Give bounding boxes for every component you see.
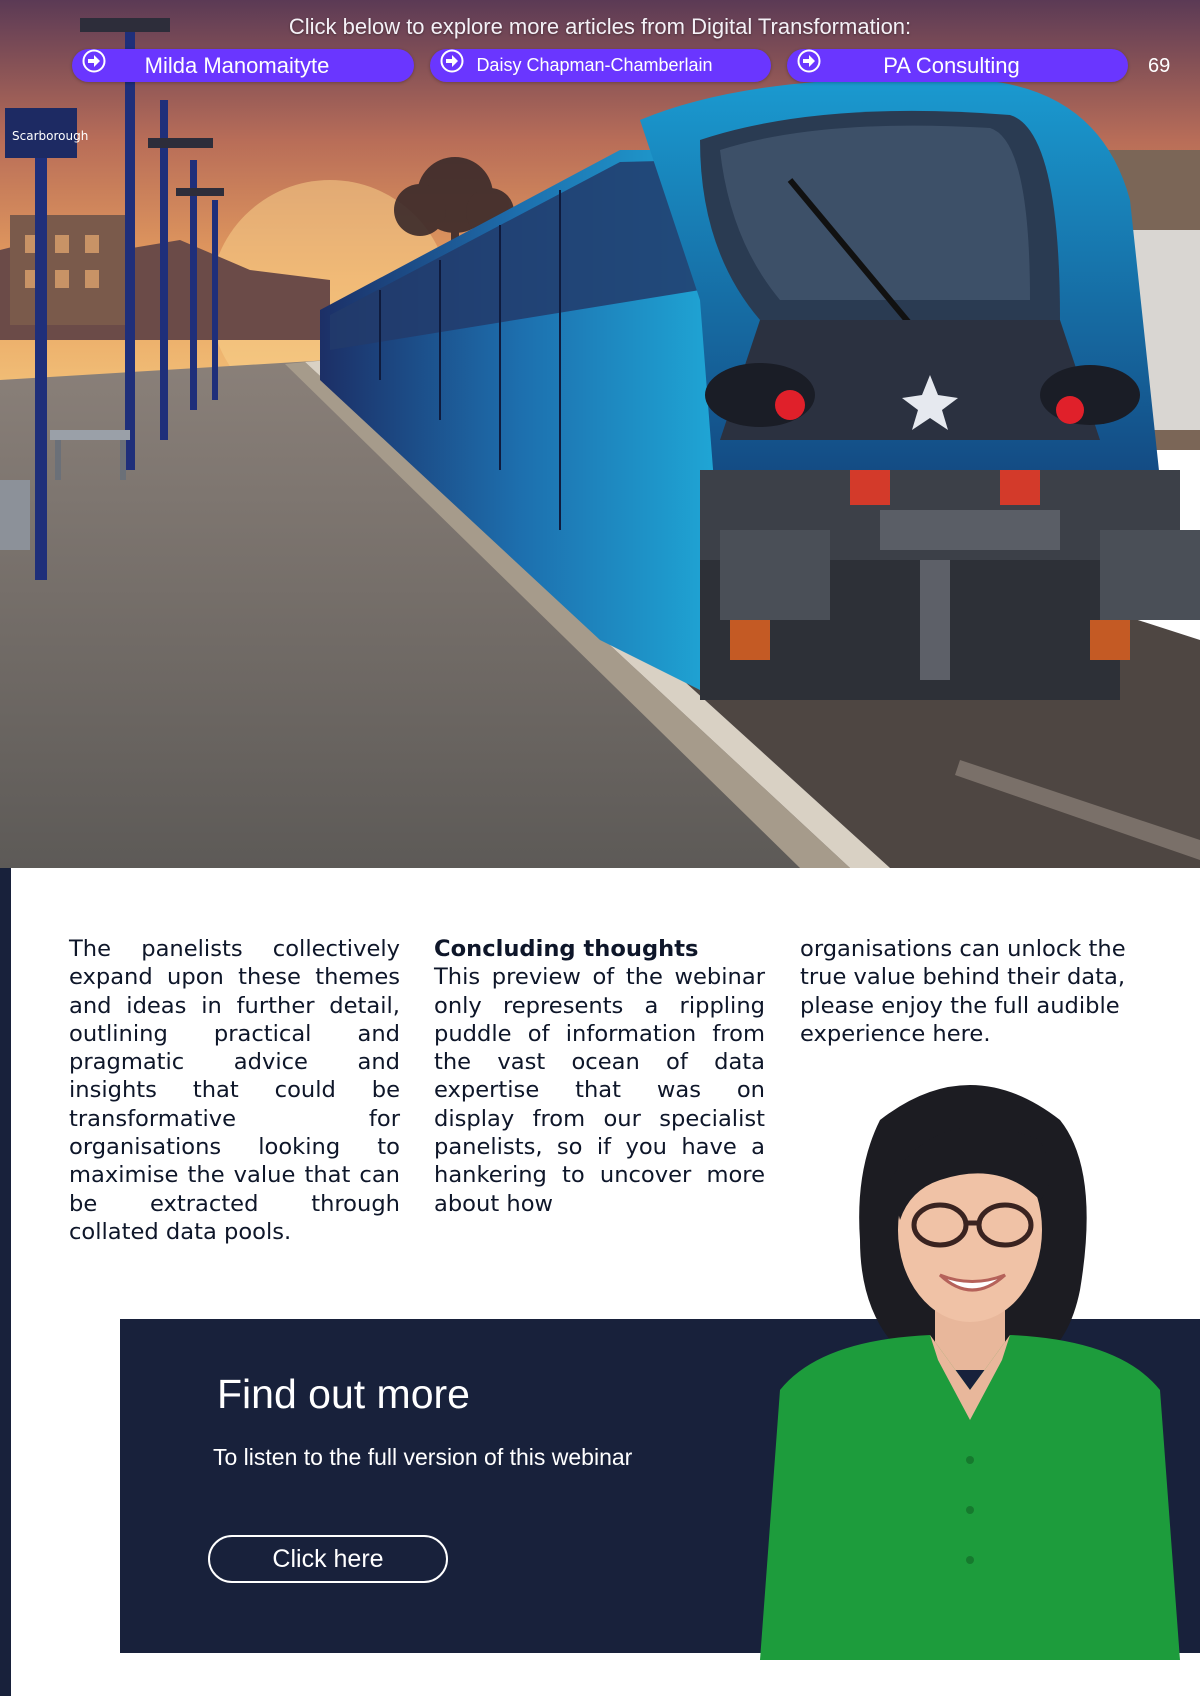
station-sign-text: Scarborough	[12, 129, 89, 143]
left-accent-stripe	[0, 868, 11, 1696]
article-link-label: PA Consulting	[883, 52, 1020, 78]
arrow-right-circle-icon	[440, 49, 464, 73]
panel-title: Find out more	[217, 1371, 470, 1417]
article-link-milda-manomaityte[interactable]	[72, 49, 414, 82]
page-number: 69	[1148, 55, 1171, 77]
panel-subtitle: To listen to the full version of this webinar	[213, 1444, 633, 1470]
arrow-right-circle-icon	[82, 49, 106, 73]
article-link-daisy-chapman-chamberlain[interactable]	[430, 49, 771, 82]
body-paragraph: organisations can unlock the true value behind their data, please enjoy the full audible experience here.	[800, 936, 1126, 1047]
article-link-label: Milda Manomaityte	[144, 52, 330, 78]
arrow-right-circle-icon	[797, 49, 821, 73]
article-link-label: Daisy Chapman-Chamberlain	[476, 55, 713, 75]
article-link-pa-consulting[interactable]	[787, 49, 1128, 82]
button-label: Click here	[272, 1544, 384, 1573]
body-column-2	[434, 935, 765, 1218]
body-column-1	[69, 935, 400, 1246]
body-column-3	[800, 935, 1131, 1048]
body-paragraph: This preview of the webinar only represents a rippling puddle of information from the vast ocean of data expertise that was on display from our specialist panelists, so if you have a hankering to uncover more about how	[434, 964, 765, 1217]
section-heading: Concluding thoughts	[434, 936, 699, 962]
explore-caption: Click below to explore more articles from Digital Transformation:	[288, 14, 912, 39]
speaker-portrait	[740, 1060, 1200, 1660]
body-paragraph: The panelists collectively expand upon these themes and ideas in further detail, outlining practical and pragmatic advice and insights that could be transformative for organisations looking to maximise the value that can be extracted through collated data pools.	[69, 936, 400, 1245]
click-here-button[interactable]	[208, 1535, 448, 1583]
